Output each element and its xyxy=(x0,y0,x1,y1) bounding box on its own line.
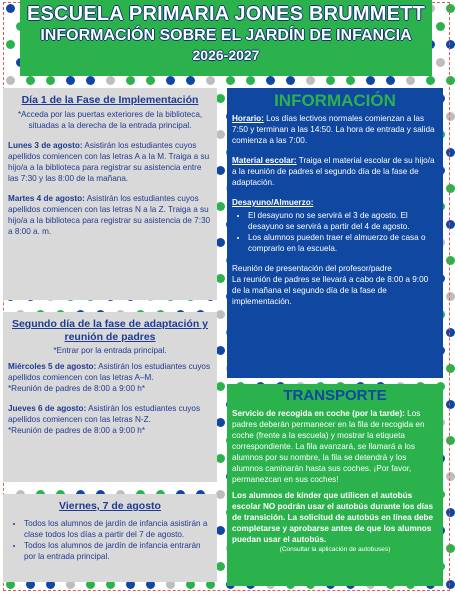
horario-entry xyxy=(232,113,438,146)
dot xyxy=(226,76,235,85)
desayuno-list xyxy=(232,210,438,254)
dot xyxy=(446,256,455,265)
day2-note: *Entrar por la entrada principal. xyxy=(53,346,167,355)
dot xyxy=(216,382,225,391)
day2-title: Segundo día de la fase de adaptación y reunión de padres xyxy=(11,318,209,343)
dot xyxy=(426,76,435,85)
dot xyxy=(216,526,225,535)
dot xyxy=(216,346,225,355)
dot xyxy=(286,76,295,85)
dot xyxy=(206,76,215,85)
dot xyxy=(216,562,225,571)
dot xyxy=(6,4,15,13)
bus-text: Los alumnos de kínder que utilicen el autobús escolar NO podrán usar el autobús durante los días de transición. La solicitud de autobús en línea debe completarse y aprobarse antes de que los alumnos puedan usar el autobús. xyxy=(232,491,434,544)
dot xyxy=(326,76,335,85)
dot xyxy=(386,76,395,85)
dot xyxy=(216,310,225,319)
thursday-meeting: *Reunión de padres de 8:00 a 9:00 h* xyxy=(8,426,146,435)
material-text: Traiga el material escolar de su hijo/a a la reunión de padres el segundo día de la fase de adaptación. xyxy=(232,156,435,187)
dot xyxy=(446,220,455,229)
material-entry xyxy=(232,155,438,188)
dot xyxy=(146,76,155,85)
dot xyxy=(166,76,175,85)
horario-text: Los días lectivos normales comienzan a las 7:50 y terminan a las 14:50. La hora de entrada y salida comienza a las 7:00. xyxy=(232,114,435,145)
day1-title: Día 1 de la Fase de Implementación xyxy=(21,94,199,106)
dot xyxy=(446,40,455,49)
dot xyxy=(216,130,225,139)
desayuno-label: Desayuno/Almuerzo: xyxy=(232,198,314,207)
flyer-title: INFORMACIÓN SOBRE EL JARDÍN DE INFANCIA xyxy=(40,27,412,44)
dot xyxy=(246,76,255,85)
wednesday-text: Asistirán los estudiantes cuyos apellidos comiencen con las letras A–M. xyxy=(8,362,211,382)
thursday-label: Jueves 6 de agosto: xyxy=(8,404,87,413)
transport-panel xyxy=(227,384,443,586)
dot xyxy=(446,148,455,157)
dot xyxy=(446,436,455,445)
monday-text: Asistirán los estudiantes cuyos apellidos comiencen con las letras A a la M. Traiga a su hijo/a a la biblioteca para registrar su asistencia entre las 7:30 y las 8:00 de la mañana. xyxy=(8,141,210,183)
header-banner xyxy=(20,0,432,76)
thursday-text: Asistirán los estudiantes cuyos apellidos comiencen con las letras N-Z. xyxy=(8,404,201,424)
pickup-text: Los padres deberán permanecer en la fila de recogida en coche (frente a la escuela) y mostrar la etiqueta correspondiente. La fila avanzará, se llamará a los alumnos por su nombre, la fila se detendrá y los alumnos caminarán hasta sus coches. ¡Por favor, permanezcan en sus coches! xyxy=(232,409,425,484)
day1-panel xyxy=(3,88,217,300)
dot xyxy=(446,544,455,553)
day1-note: *Acceda por las puertas exteriores de la biblioteca, situadas a la derecha de la entrada principal. xyxy=(17,110,203,130)
dot xyxy=(126,76,135,85)
friday-item: • Todos los alumnos de jardín de infancia entrarán por la entrada principal. xyxy=(24,540,212,562)
wednesday-entry xyxy=(8,361,212,383)
horario-label: Horario: xyxy=(232,114,264,123)
school-name: ESCUELA PRIMARIA JONES BRUMMETT xyxy=(26,3,426,25)
dot xyxy=(446,292,455,301)
dot xyxy=(266,76,275,85)
dot xyxy=(446,76,455,85)
dot xyxy=(216,166,225,175)
info-panel xyxy=(227,88,443,378)
friday-list xyxy=(8,518,212,562)
dot xyxy=(186,76,195,85)
dot xyxy=(216,274,225,283)
monday-label: Lunes 3 de agosto: xyxy=(8,141,83,150)
meeting-text: La reunión de padres se llevará a cabo de 8:00 a 9:00 de la mañana el segundo día de la fase de implementación. xyxy=(232,275,429,306)
pickup-label: Servicio de recogida en coche (por la tarde): xyxy=(232,409,405,418)
dot xyxy=(216,94,225,103)
dot xyxy=(366,76,375,85)
desayuno-item: • El desayuno no se servirá el 3 de agosto. El desayuno se servirá a partir del 4 de agosto. xyxy=(248,210,438,232)
dot xyxy=(446,508,455,517)
wednesday-meeting: *Reunión de padres de 8:00 a 9:00 h* xyxy=(8,384,146,393)
pickup-entry xyxy=(232,408,438,485)
wednesday-label: Miércoles 5 de agosto: xyxy=(8,362,97,371)
dot xyxy=(216,454,225,463)
dot xyxy=(406,76,415,85)
tuesday-text: Asistirán los estudiantes cuyos apellidos comiencen con las letras N a la Z. Traiga a su hijo/a a la biblioteca para registrar su asistencia de 7:30 a 8:00 a. m. xyxy=(8,194,211,236)
dot xyxy=(216,490,225,499)
dot xyxy=(46,76,55,85)
day2-panel xyxy=(3,312,217,482)
bus-note: (Consultar la aplicación de autobuses) xyxy=(279,546,391,553)
dot xyxy=(6,40,15,49)
dot xyxy=(446,112,455,121)
dot xyxy=(446,400,455,409)
dot xyxy=(436,22,445,31)
dot xyxy=(306,76,315,85)
thursday-entry xyxy=(8,403,212,425)
school-year: 2026-2027 xyxy=(192,47,260,63)
dot xyxy=(346,76,355,85)
dot xyxy=(446,472,455,481)
material-label: Material escolar: xyxy=(232,156,297,165)
info-title: INFORMACIÓN xyxy=(274,91,396,110)
dot xyxy=(216,418,225,427)
friday-item: • Todos los alumnos de jardín de infancia asistirán a clase todos los días a partir del 7 de agosto. xyxy=(24,518,212,540)
dot xyxy=(446,364,455,373)
dot xyxy=(446,4,455,13)
tuesday-label: Martes 4 de agosto: xyxy=(8,194,85,203)
dot xyxy=(446,580,455,589)
dot xyxy=(216,238,225,247)
dot xyxy=(6,76,15,85)
desayuno-item: • Los alumnos pueden traer el almuerzo de casa o comprarlo en la escuela. xyxy=(248,232,438,254)
friday-title: Viernes, 7 de agosto xyxy=(59,500,161,512)
dot xyxy=(216,202,225,211)
dot xyxy=(446,184,455,193)
dot xyxy=(86,76,95,85)
dot xyxy=(436,58,445,67)
tuesday-entry xyxy=(8,193,212,237)
dot xyxy=(446,328,455,337)
dot xyxy=(26,76,35,85)
meeting-heading: Reunión de presentación del profesor/padre xyxy=(232,264,392,273)
friday-panel xyxy=(3,494,217,582)
dot xyxy=(106,76,115,85)
dot xyxy=(66,76,75,85)
transport-title: TRANSPORTE xyxy=(283,387,387,404)
monday-entry xyxy=(8,140,212,184)
